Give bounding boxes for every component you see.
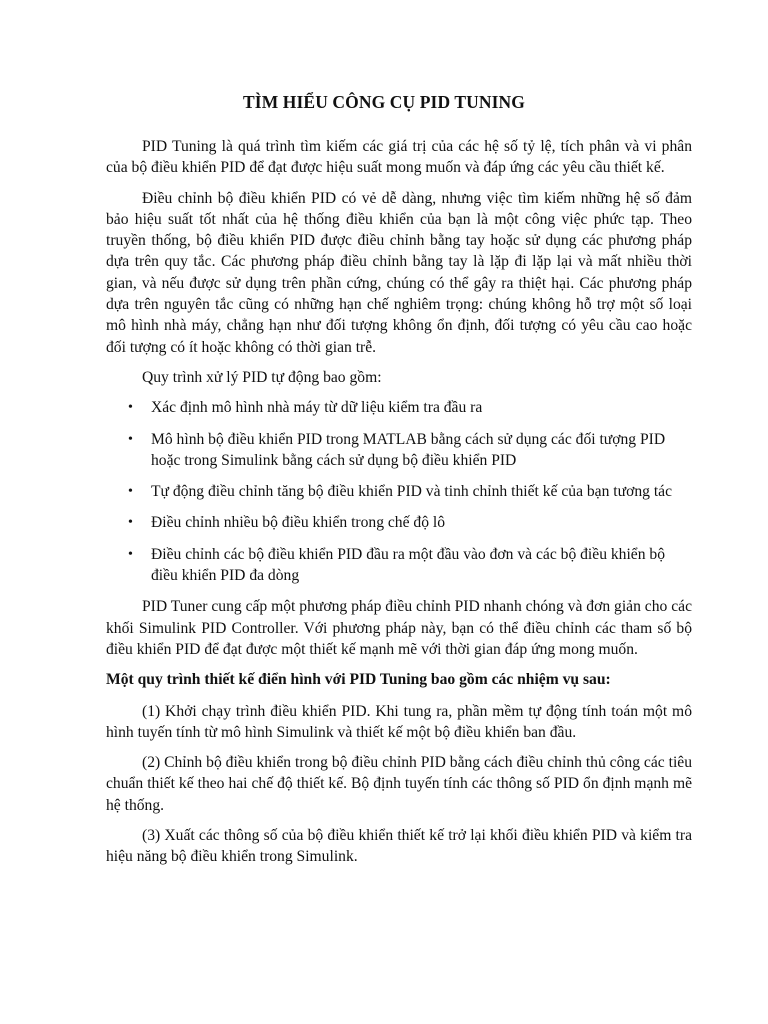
list-item [106,429,692,472]
paragraph-definition: PID Tuning là quá trình tìm kiếm các giá trị của các hệ số tỷ lệ, tích phân và vi phân của bộ điều khiển PID để đạt được hiệu suất mong muốn và đáp ứng các yêu cầu thiết kế. [106,138,692,177]
list-item [106,481,692,502]
bullet-icon: • [128,484,133,500]
auto-process-list [106,397,692,586]
bullet-icon: • [128,400,133,416]
bullet-icon: • [128,515,133,531]
list-item-text: Điều chỉnh nhiều bộ điều khiển trong chế độ lô [151,514,446,532]
workflow-heading: Một quy trình thiết kế điển hình với PID Tuning bao gồm các nhiệm vụ sau: [106,671,611,689]
workflow-step-1: (1) Khởi chạy trình điều khiển PID. Khi tung ra, phần mềm tự động tính toán một mô hình tuyến tính từ mô hình Simulink và thiết kế một bộ điều khiển ban đầu. [106,702,692,741]
list-item [106,397,692,418]
bullet-icon: • [128,546,133,562]
paragraph-auto-process-intro: Quy trình xử lý PID tự động bao gồm: [142,368,382,386]
workflow-step-3: (3) Xuất các thông số của bộ điều khiển thiết kế trở lại khối điều khiển PID và kiểm tra hiệu năng bộ điều khiển trong Simulink. [106,827,692,866]
document-body [106,136,692,877]
paragraph-pid-tuner: PID Tuner cung cấp một phương pháp điều chỉnh PID nhanh chóng và đơn giản cho các khối Simulink PID Controller. Với phương pháp này, bạn có thể điều chỉnh các tham số bộ điều khiển PID để đạt được một thiết kế mạnh mẽ với thời gian đáp ứng mong muốn. [106,598,692,658]
list-item-text: Tự động điều chỉnh tăng bộ điều khiển PID và tinh chỉnh thiết kế của bạn tương tác [151,483,672,501]
paragraph-manual-tuning: Điều chỉnh bộ điều khiển PID có vẻ dễ dàng, nhưng việc tìm kiếm những hệ số đảm bảo hiệu suất tốt nhất của hệ thống điều khiển của bạn là một công việc phức tạp. Theo truyền thống, bộ điều khiển PID được điều chỉnh bằng tay hoặc sử dụng các phương pháp dựa trên quy tắc. Các phương pháp điều chỉnh bằng tay là lặp đi lặp lại và mất nhiều thời gian, và nếu được sử dụng trên phần cứng, chúng có thể gây ra thiệt hại. Các phương pháp dựa trên nguyên tắc cũng có những hạn chế nghiêm trọng: chúng không hỗ trợ một số loại mô hình nhà máy, chẳng hạn như đối tượng không ổn định, đối tượng có yêu cầu cao hoặc đối tượng có ít hoặc không có thời gian trễ. [106,189,692,356]
list-item-text: Điều chỉnh các bộ điều khiển PID đầu ra một đầu vào đơn và các bộ điều khiển bộ điều khiển PID đa dòng [151,545,666,585]
list-item [106,544,692,587]
list-item-text: Mô hình bộ điều khiển PID trong MATLAB bằng cách sử dụng các đối tượng PID hoặc trong Simulink bằng cách sử dụng bộ điều khiển PID [151,430,666,469]
page-title: TÌM HIỂU CÔNG CỤ PID TUNING [243,92,525,112]
bullet-icon: • [128,431,133,447]
list-item [106,512,692,533]
list-item-text: Xác định mô hình nhà máy từ dữ liệu kiểm tra đầu ra [151,399,483,417]
workflow-step-2: (2) Chỉnh bộ điều khiển trong bộ điều chỉnh PID bằng cách điều chỉnh thủ công các tiêu chuẩn thiết kế theo hai chế độ thiết kế. Bộ định tuyến tính các thông số PID ổn định mạnh mẽ hệ thống. [106,754,692,814]
